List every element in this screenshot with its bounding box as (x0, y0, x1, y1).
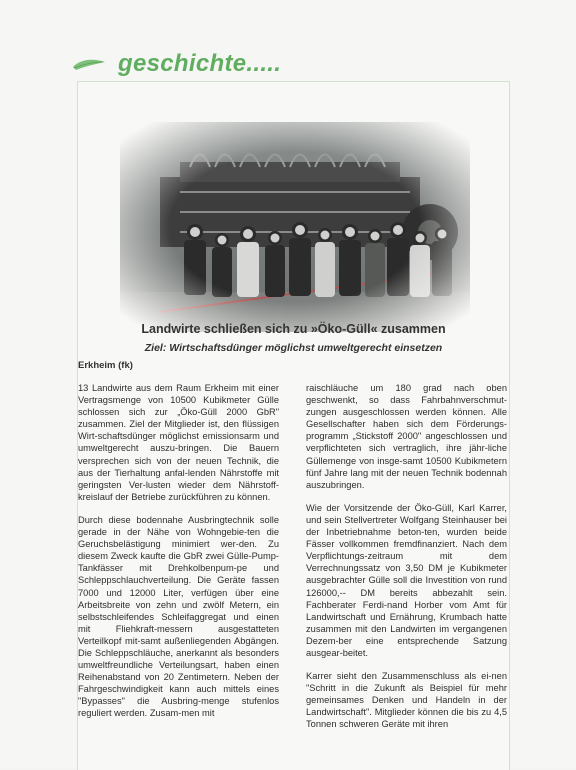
article-dateline: Erkheim (fk) (78, 360, 133, 371)
article-photo (120, 122, 470, 332)
article-paragraph: 13 Landwirte aus dem Raum Erkheim mit einer Vertragsmenge von 10500 Kubikmeter Gülle schlossen sich zur „Öko-Güll 2000 GbR" zusammen. Ziel der Mitglieder ist, den flüssigen Wirt-schaftsdünger möglichst emissionsarm und umweltgerecht auszu-bringen. Die Bauern versprechen sich von der neuen Technik, die aus der Tierhaltung anfal-lenden Nährstoffe mit geringsten Ver-lusten wieder dem Nährstoff-kreislauf der Betriebe zurückführen zu können. (78, 383, 279, 502)
article-paragraph: Wie der Vorsitzende der Öko-Güll, Karl Karrer, und sein Stellvertreter Wolfgang Steinhauser bei der Inbetriebnahme beton-ten, wurden beide Fässer vollkommen fremdfinanziert. Nach dem Verpflichtungs-zeitraum mit dem Verrechnungssatz von 3,50 DM je Kubikmeter ausgebrachter Gülle soll die Investition von rund 126000,-- DM bereits abbezahlt sein. Fachberater Ferdi-nand Horber vom Amt für Landwirtschaft und Ernährung, Krumbach hatte zusammen mit den Landwirten im vergangenen Dezem-ber eine entsprechende Satzung ausgear-beitet. (306, 502, 507, 658)
article-paragraph: Durch diese bodennahe Ausbringtechnik solle gerade in der Nähe von Wohngebie-ten die Geruchsbelästigung minimiert wer-den. Zu diesem Zweck kaufte die GbR zwei Gülle-Pump-Tankfässer mit Drehkolbenpum-pe und Schleppschlauchverteilung. Die Geräte fassen 7000 und 12000 Liter, verfügen über eine Arbeitsbreite von zehn und zwölf Metern, ein selbstschleifendes Schleifaggregat und einen mit Fliehkraft-messern ausgestatteten Verteilkopf mit-samt außenliegenden Abgängen. Die Schleppschläuche, anerkannt als besonders umweltfreundliche Verteilungsart, haben einen Reihenabstand von 20 Zentimetern. Neben der Fahrgeschwindigkeit kann auch mittels eines "Bypasses" die Ausbring-menge stufenlos reguliert werden. Zusam-men mit (78, 514, 279, 719)
section-title: geschichte..... (118, 50, 282, 77)
group-photo-image (120, 122, 470, 332)
article-frame (77, 81, 510, 770)
leaf-icon (72, 58, 106, 72)
article-column-left (78, 382, 279, 731)
article-column-right (306, 382, 507, 742)
article-headline: Landwirte schließen sich zu »Öko-Güll« zusammen (141, 322, 446, 336)
article-subheadline: Ziel: Wirtschaftsdünger möglichst umweltgerecht einsetzen (144, 342, 443, 354)
article-paragraph: raischläuche um 180 grad nach oben geschwenkt, so dass Fahrbahnverschmut-zungen ausgeschlossen werden können. Alle Gesellschafter haben sich dem Förderungs-programm „Stickstoff 2000" angeschlossen und verpflichteten sich vertraglich, ihre jähr-liche Güllemenge von insge-samt 10500 Kubikmetern fünf Jahre lang mit der neuen Technik bodennah auszubringen. (306, 383, 507, 490)
article-paragraph: Karrer sieht den Zusammenschluss als ei-nen "Schritt in die Zukunft als Beispiel für mehr gemeinsames Denken und Handeln in der Landwirtschaft". Mitglieder können die bis zu 4,5 Tonnen schweren Geräte mit ihren (306, 671, 507, 730)
